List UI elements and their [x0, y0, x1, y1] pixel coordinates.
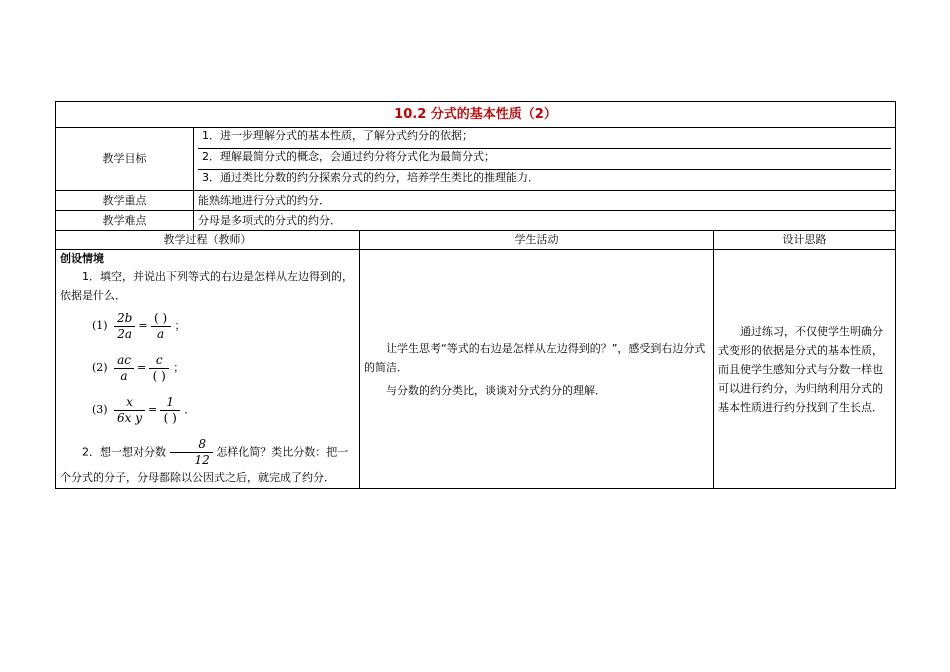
goal-item-2: 2．理解最简分式的概念，会通过约分将分式化为最简分式；: [198, 149, 891, 170]
fraction-left: [114, 311, 135, 342]
difficulty-label: 教学难点: [56, 211, 194, 231]
fraction-denominator-blank: ( ): [152, 368, 166, 383]
goal-item-3: 3．通过类比分数的约分探索分式的约分，培养学生类比的推理能力．: [202, 171, 539, 184]
key-point-text: 能熟练地进行分式的约分．: [194, 191, 896, 211]
student-activity-cell: [360, 250, 714, 489]
lesson-plan-page: [55, 101, 895, 489]
fraction-numerator: 1: [160, 395, 180, 411]
goals-label: 教学目标: [56, 128, 194, 191]
fraction-denominator: a: [120, 368, 128, 383]
equation-end-punct: ；: [173, 361, 185, 374]
key-point-label: 教学重点: [56, 191, 194, 211]
section-heading: 创设情境: [60, 252, 104, 265]
equation-label: (1): [92, 319, 108, 332]
fraction-numerator: 2b: [114, 311, 135, 327]
fraction-denominator: a: [156, 326, 165, 341]
lesson-plan-table: [55, 101, 896, 489]
equals-sign: =: [138, 319, 148, 332]
equation-label: (3): [92, 403, 108, 416]
fraction-8-12: [170, 437, 213, 468]
goal-item-1: 1．进一步理解分式的基本性质，了解分式约分的依据；: [198, 128, 891, 149]
question-1: 1．填空，并说出下列等式的右边是怎样从左边得到的，依据是什么．: [60, 270, 353, 302]
equation-end-punct: ；: [174, 319, 186, 332]
fraction-numerator: c: [149, 353, 169, 369]
fraction-numerator-blank: ( ): [151, 311, 171, 327]
fraction-numerator: 8: [170, 437, 213, 453]
student-activity-1: 让学生思考“等式的右边是怎样从左边得到的？”，感受到右边分式的简洁．: [364, 341, 706, 374]
fraction-denominator: 2a: [117, 326, 133, 341]
fraction-right: [149, 353, 169, 384]
equation-1: [60, 305, 355, 347]
fraction-right: [160, 395, 180, 426]
fraction-left: [114, 395, 145, 426]
equation-end-punct: ．: [184, 403, 196, 416]
student-activity-2: 与分数的约分类比，谈谈对分式约分的理解．: [386, 383, 606, 397]
fraction-numerator: x: [114, 395, 145, 411]
column-header-teacher: 教学过程（教师）: [56, 231, 360, 250]
fraction-left: [114, 353, 134, 384]
question-2-rest: 怎样化简？类比分数：把一个分式的分子，分母都除以公因式之后，就完成了约分．: [60, 445, 349, 484]
teacher-process-cell: [56, 250, 360, 489]
equation-2: [60, 347, 355, 389]
page-title: 10.2 分式的基本性质（2）: [56, 102, 896, 128]
equals-sign: =: [148, 403, 158, 416]
fraction-denominator-blank: ( ): [163, 410, 177, 425]
column-header-student: 学生活动: [360, 231, 714, 250]
equation-label: (2): [92, 361, 108, 374]
fraction-numerator: ac: [114, 353, 134, 369]
design-rationale-cell: [714, 250, 896, 489]
equation-3: [60, 389, 355, 431]
question-2: [60, 437, 355, 487]
design-rationale-text: 通过练习，不仅使学生明确分式变形的依据是分式的基本性质，而且使学生感知分式与分数一样也可以进行约分，为归纳利用分式的基本性质进行约分找到了生长点．: [718, 324, 883, 414]
equals-sign: =: [137, 361, 147, 374]
column-header-design: 设计思路: [714, 231, 896, 250]
fraction-denominator: 12: [194, 453, 210, 467]
fraction-denominator: 6x y: [117, 410, 142, 425]
question-2-lead: 2．想一想对分数: [82, 445, 166, 459]
fraction-right: [151, 311, 171, 342]
difficulty-text: 分母是多项式的分式的约分．: [194, 211, 896, 231]
goals-list: [194, 128, 896, 191]
